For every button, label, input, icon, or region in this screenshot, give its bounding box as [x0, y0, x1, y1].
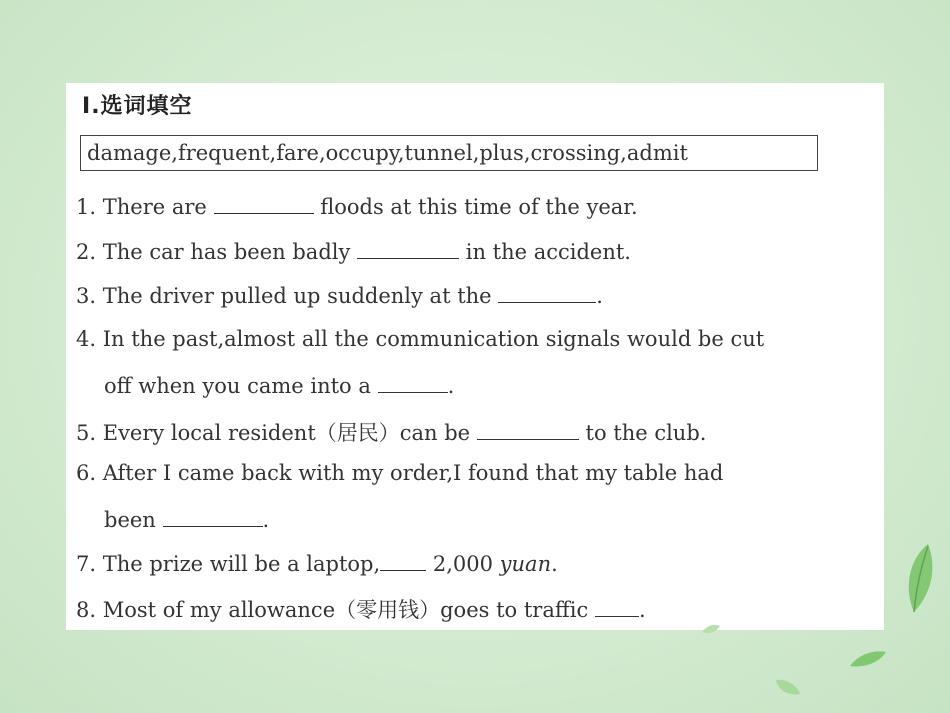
question-7 [76, 550, 558, 576]
question-text: off when you came into a [104, 374, 371, 398]
question-number: 8. [76, 598, 97, 622]
leaf-icon [900, 540, 940, 620]
question-number: 6. [76, 461, 97, 485]
leaf-icon [848, 648, 888, 670]
exercise-card [66, 83, 884, 630]
question-text: . [551, 552, 558, 576]
answer-blank[interactable] [380, 550, 426, 571]
question-text: There are [102, 195, 207, 219]
question-text: to the club. [585, 421, 707, 445]
answer-blank[interactable] [378, 372, 448, 393]
question-6-continued [104, 506, 269, 532]
question-text: . [638, 598, 646, 622]
question-number: 5. [76, 421, 97, 445]
question-number: 2. [76, 240, 97, 264]
word-bank-box [80, 135, 818, 171]
question-1 [76, 193, 638, 219]
question-8 [76, 594, 646, 624]
question-number: 1. [76, 195, 97, 219]
question-text: Most of my allowance（零用钱）goes to traffic [102, 598, 589, 622]
question-2 [76, 238, 631, 264]
question-text: floods at this time of the year. [320, 195, 638, 219]
section-title: 选词填空 [100, 94, 193, 119]
question-text: The driver pulled up suddenly at the [102, 284, 492, 308]
question-5 [76, 417, 706, 447]
question-text: . [262, 508, 270, 532]
question-number: 4. [76, 327, 97, 351]
question-4-continued [104, 372, 454, 398]
question-4 [76, 327, 764, 351]
question-text: The prize will be a laptop, [102, 552, 381, 576]
word-bank-text: damage,frequent,fare,occupy,tunnel,plus,crossing,admit [87, 141, 688, 165]
answer-blank[interactable] [214, 193, 314, 214]
question-text: been [104, 508, 156, 532]
question-text: Every local resident（居民）can be [102, 421, 471, 445]
question-text: 2,000 [432, 552, 493, 576]
answer-blank[interactable] [357, 238, 459, 259]
leaf-icon [700, 622, 722, 636]
question-number: 3. [76, 284, 97, 308]
answer-blank[interactable] [498, 282, 596, 303]
question-text: In the past,almost all the communication signals would be cut [102, 327, 765, 351]
question-6 [76, 461, 723, 485]
question-text: . [447, 374, 455, 398]
answer-blank[interactable] [163, 506, 263, 527]
question-text: . [596, 284, 603, 308]
question-text: in the accident. [465, 240, 631, 264]
question-text: After I came back with my order,I found that my table had [102, 461, 724, 485]
question-text: The car has been badly [102, 240, 351, 264]
answer-blank[interactable] [595, 596, 639, 617]
question-text-italic: yuan [499, 552, 552, 576]
leaf-icon [772, 676, 802, 698]
section-numeral: Ⅰ [82, 94, 92, 119]
answer-blank[interactable] [477, 419, 579, 440]
section-heading: Ⅰ.选词填空 [82, 94, 193, 119]
question-number: 7. [76, 552, 97, 576]
question-3 [76, 282, 603, 308]
